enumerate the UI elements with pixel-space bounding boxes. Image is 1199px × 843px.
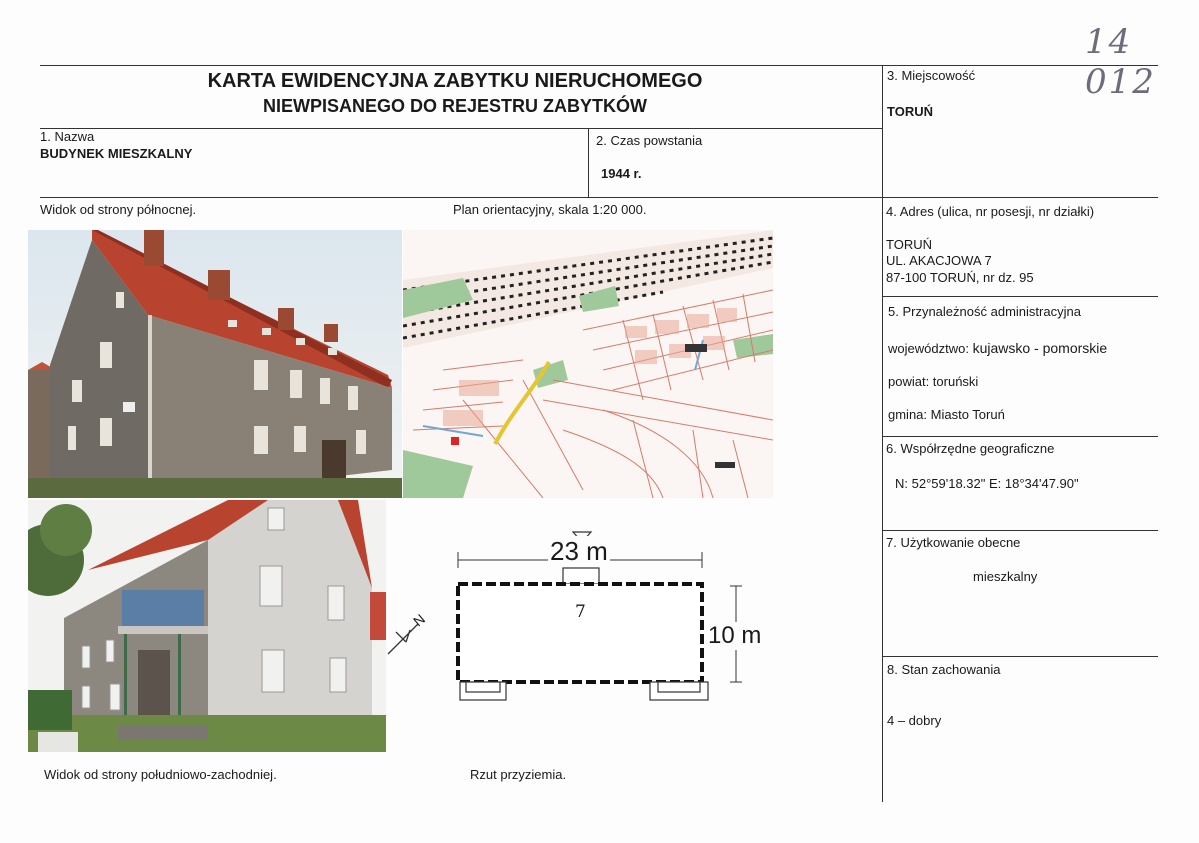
wojewodztwo-value: kujawsko - pomorskie [972,340,1108,356]
border-adres-bottom [882,296,1158,297]
uzytkowanie-value: mieszkalny [973,569,1038,584]
plan-house-number: 7 [575,602,586,622]
wojewodztwo-row [888,340,1107,356]
czas-value: 1944 r. [601,166,642,181]
uzytkowanie-label: 7. Użytkowanie obecne [886,535,1021,550]
divider-right-column [882,65,883,802]
miejscowosc-label: 3. Miejscowość [887,68,976,83]
wojewodztwo-label: województwo: [888,341,969,356]
photo-southwest-view [28,500,386,752]
border-coords-bottom [882,530,1158,531]
czas-label: 2. Czas powstania [596,133,703,148]
divider-name-date [588,128,589,197]
plan-depth-label: 10 m [708,622,762,649]
powiat-value: powiat: toruński [888,374,979,389]
border-admin-bottom [882,436,1158,437]
border-title-bottom [40,128,883,129]
nazwa-value: BUDYNEK MIESZKALNY [40,146,193,161]
caption-north-view: Widok od strony północnej. [40,202,197,217]
stan-label: 8. Stan zachowania [887,662,1001,677]
map-orientation-plan [403,230,773,498]
przynaleznosc-label: 5. Przynależność administracyjna [888,304,1081,319]
adres-line3: 87-100 TORUŃ, nr dz. 95 [886,270,1034,285]
document-subtitle: NIEWPISANEGO DO REJESTRU ZABYTKÓW [262,96,648,116]
stan-value: 4 – dobry [887,713,942,728]
nazwa-label: 1. Nazwa [40,129,95,144]
document-title: KARTA EWIDENCYJNA ZABYTKU NIERUCHOMEGO [207,70,703,92]
caption-ground-plan: Rzut przyziemia. [470,767,567,782]
ground-plan-drawing [440,530,780,710]
caption-map: Plan orientacyjny, skala 1:20 000. [453,202,647,217]
north-label: N [410,610,429,630]
miejscowosc-value: TORUŃ [887,104,933,119]
border-fields-bottom [40,197,1158,198]
border-usage-bottom [882,656,1158,657]
north-arrow-icon [384,610,430,658]
wspolrzedne-label: 6. Współrzędne geograficzne [886,441,1055,456]
gmina-value: gmina: Miasto Toruń [888,407,1005,422]
adres-line2: UL. AKACJOWA 7 [886,253,992,268]
caption-southwest-view: Widok od strony południowo-zachodniej. [44,767,277,782]
plan-width-label: 23 m [550,536,608,566]
border-top [40,65,1158,66]
handwritten-inventory-number: 14 012 [1085,22,1156,102]
adres-label: 4. Adres (ulica, nr posesji, nr działki) [886,204,1095,219]
wspolrzedne-value: N: 52°59'18.32" E: 18°34'47.90" [895,476,1079,491]
photo-north-view [28,230,402,498]
adres-line1: TORUŃ [886,237,932,252]
